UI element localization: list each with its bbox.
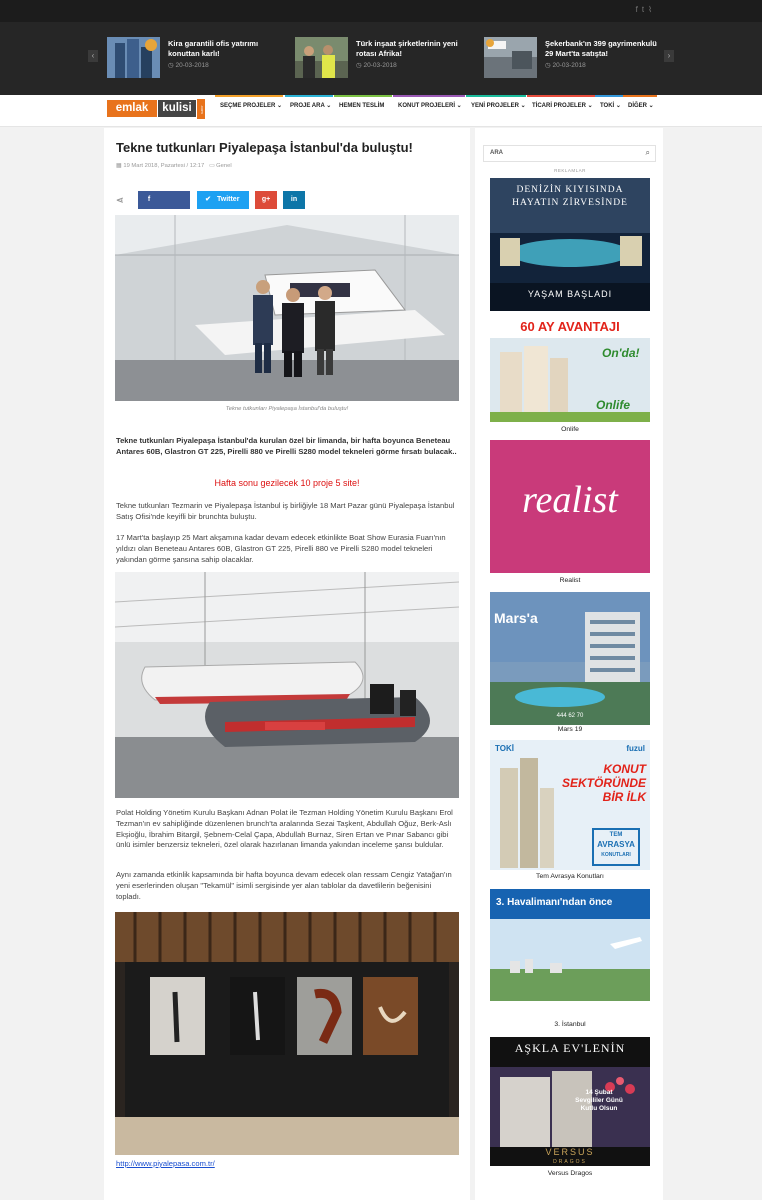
social-icons xyxy=(636,5,656,14)
article-lead: Tekne tutkunları Piyalepaşa İstanbul'da kurulan özel bir limanda, bir hafta boyunca Beneteau Antares 60B, Glastron GT 225, Pirelli 880 ve Pirelli S280 model tekneleri görme fırsatı bulacak.. xyxy=(116,436,457,456)
clock-icon: ◷ xyxy=(545,62,553,69)
source-link[interactable]: http://www.piyalepasa.com.tr/ xyxy=(116,1159,215,1168)
top-bar xyxy=(0,0,762,22)
ad-caption[interactable]: 3. İstanbul xyxy=(554,1021,586,1028)
article-title: Tekne tutkunları Piyalepaşa İstanbul'da buluştu! xyxy=(116,140,413,155)
clock-icon: ◷ xyxy=(356,62,364,69)
ad-banner-mars[interactable] xyxy=(490,592,650,725)
ad-headline: Mars'a xyxy=(494,610,538,626)
nav-item[interactable]: TİCARİ PROJELER ⌄ xyxy=(527,95,595,127)
ticker-date: ◷ 20-03-2018 xyxy=(545,62,586,69)
nav-item[interactable]: DİĞER ⌄ xyxy=(623,95,657,127)
article-photo-boat-guests xyxy=(115,215,459,401)
nav-item[interactable]: SEÇME PROJELER ⌄ xyxy=(215,95,283,127)
ad-banner-tem-avrasya[interactable] xyxy=(490,740,650,870)
chevron-down-icon: ⌄ xyxy=(275,103,283,109)
ad-headline: 60 AY AVANTAJI xyxy=(490,314,650,338)
nav-color-bar xyxy=(595,95,623,97)
ad-brand: AVRASYA xyxy=(597,840,635,849)
chevron-down-icon: ⌄ xyxy=(647,103,654,109)
ticker-thumbnail[interactable] xyxy=(107,37,160,78)
article-meta xyxy=(116,162,232,169)
ad-text: 14 Şubat xyxy=(585,1089,613,1096)
site-logo[interactable] xyxy=(107,99,205,121)
article-category[interactable]: Genel xyxy=(216,163,232,169)
ad-banner-versus[interactable] xyxy=(490,1037,650,1166)
ticker-title[interactable]: Türk inşaat şirketlerinin yeni rotası Afrika! xyxy=(356,39,458,58)
article-photo-inflatable-boats xyxy=(115,572,459,798)
logo-emlak-text: emlak xyxy=(107,100,157,117)
twitter-share-button[interactable]: ✔ Twitter xyxy=(197,191,249,209)
ad-caption[interactable]: Realist xyxy=(559,577,581,584)
article-paragraph: Tekne tutkunları Tezmarin ve Piyalepaşa İstanbul iş birliğiyle 18 Mart Pazar günü Piyalepaşa İstanbul Satış Ofisi'nde keyifli bir brunchta buluştu. xyxy=(116,501,455,521)
share-icon: ⋖ xyxy=(116,195,124,205)
nav-color-bar xyxy=(393,95,465,97)
ad-banner-3-istanbul[interactable] xyxy=(490,889,650,1018)
ad-headline: YAŞAM BAŞLADI xyxy=(527,289,613,299)
twitter-icon[interactable]: t xyxy=(641,5,649,14)
ad-headline: HAYATIN ZİRVESİNDE xyxy=(512,198,628,208)
article-paragraph: 17 Mart'ta başlayıp 25 Mart akşamına kadar devam edecek etkinlikte Boat Show Eurasia Fuarı'nın yıldızı olan Beneteau Antares 60B, Glastron GT 225, Pirelli 880 ve Pirelli S280 model tekneleri yakından görme şansına sahip olacaklar. xyxy=(116,533,446,564)
ad-caption[interactable]: Versus Dragos xyxy=(547,1170,593,1177)
article-photo-paintings-exhibition xyxy=(115,912,459,1155)
ticker-prev-button[interactable]: ‹ xyxy=(88,50,98,62)
ticker-next-button[interactable]: › xyxy=(664,50,674,62)
chevron-down-icon: ⌄ xyxy=(586,103,593,109)
ad-caption[interactable]: Tem Avrasya Konutları xyxy=(536,873,604,880)
nav-color-bar xyxy=(215,95,283,97)
nav-item[interactable]: TOKİ ⌄ xyxy=(595,95,623,127)
promo-link[interactable]: Hafta sonu gezilecek 10 proje 5 site! xyxy=(214,478,360,488)
ad-caption[interactable]: Mars 19 xyxy=(557,726,583,733)
search-placeholder: ARA xyxy=(490,150,503,156)
ad-headline: AŞKLA EV'LENİN xyxy=(514,1041,626,1055)
chevron-down-icon: ⌄ xyxy=(455,103,462,109)
ad-banner-realist[interactable] xyxy=(490,440,650,573)
chevron-down-icon: ⌄ xyxy=(324,103,332,109)
nav-item[interactable]: PROJE ARA ⌄ xyxy=(285,95,333,127)
ad-banner-onlife[interactable] xyxy=(490,314,650,422)
ad-headline: realist xyxy=(522,479,618,521)
facebook-share-button[interactable] xyxy=(138,191,190,209)
ticker-thumbnail[interactable] xyxy=(484,37,537,78)
article-paragraph: Polat Holding Yönetim Kurulu Başkanı Adnan Polat ile Tezman Holding Yönetim Kurulu Başkanı Erol Tezman'ın ev sahipliğinde düzenlenen brunch'ta aralarında Sezai Taşkent, Abdullah Oğuz, Berk-Aslı Ekşioğlu, İbrahim Bitargil, Şebnem-Celal Çapa, Abdullah Burnaz, Siren Ertan ve Pınar Sabancı gibi ünlü isimler benzersiz tekneleri, özel olarak hazırlanan limanda yakından inceleme şansı buldular. xyxy=(116,808,453,850)
nav-item[interactable]: HEMEN TESLİM xyxy=(334,95,392,127)
ticker-date: ◷ 20-03-2018 xyxy=(168,62,209,69)
ad-banner-sea[interactable] xyxy=(490,178,650,311)
ad-headline: DENİZİN KIYISINDA xyxy=(516,185,624,195)
facebook-icon: f xyxy=(147,196,151,203)
nav-item[interactable]: YENİ PROJELER ⌄ xyxy=(466,95,526,127)
article-paragraph: Aynı zamanda etkinlik kapsamında bir hafta boyunca devam edecek olan ressam Cengiz Yatağan'ın yeni eserlerinden oluşan "Tekamül" isimli sergisinde yer alan tablolar da davetlilerin beğenisini topladı. xyxy=(116,870,452,901)
search-input[interactable] xyxy=(483,145,656,162)
share-bar xyxy=(116,191,464,209)
search-icon[interactable]: ⌕ xyxy=(645,148,650,157)
ad-text: Kutlu Olsun xyxy=(580,1105,618,1112)
ticker-item[interactable] xyxy=(484,37,662,78)
ticker-item[interactable] xyxy=(107,37,285,78)
ticker-title[interactable]: Şekerbank'ın 399 gayrimenkulü 29 Mart'ta satışta! xyxy=(545,39,657,58)
folder-icon: ▭ xyxy=(209,163,217,169)
nav-color-bar xyxy=(466,95,526,97)
calendar-icon: ▦ xyxy=(116,163,124,169)
ad-brand: VERSUS xyxy=(545,1147,595,1157)
nav-color-bar xyxy=(623,95,657,97)
clock-icon: ◷ xyxy=(168,62,176,69)
ticker-date: ◷ 20-03-2018 xyxy=(356,62,397,69)
photo-caption: Tekne tutkunları Piyalepaşa İstanbul'da buluştu! xyxy=(225,406,349,412)
twitter-icon: ✔ xyxy=(205,196,211,203)
facebook-icon[interactable]: f xyxy=(635,5,642,14)
ad-brand: DRAGOS xyxy=(553,1159,587,1165)
linkedin-share-button[interactable]: in xyxy=(283,191,305,209)
chevron-down-icon: ⌄ xyxy=(519,103,526,109)
ad-caption[interactable]: Onlife xyxy=(561,426,579,433)
ticker-item[interactable] xyxy=(295,37,473,78)
nav-item[interactable]: KONUT PROJELERİ ⌄ xyxy=(393,95,465,127)
ad-brand: TEM xyxy=(609,832,623,838)
logo-com-text: .com xyxy=(197,99,205,119)
ad-brand: KONUTLARI xyxy=(601,852,631,858)
ad-brand: TOKİ xyxy=(495,744,514,753)
ad-headline: On'da! xyxy=(602,346,640,360)
ads-label: REKLAMLAR xyxy=(554,168,586,173)
ad-brand: Onlife xyxy=(596,398,631,412)
ad-phone: 444 62 70 xyxy=(556,713,584,719)
ticker-title[interactable]: Kira garantili ofis yatırımı konuttan karlı! xyxy=(168,39,259,58)
chevron-down-icon: ⌄ xyxy=(614,103,621,109)
ad-text: Sevgililer Günü xyxy=(575,1097,623,1104)
ad-headline: BİR İLK xyxy=(602,790,646,804)
logo-kulisi-text: kulisi xyxy=(158,100,196,117)
ad-brand: fuzul xyxy=(626,744,645,753)
ad-headline: SEKTÖRÜNDE xyxy=(561,776,646,790)
nav-color-bar xyxy=(285,95,333,97)
rss-icon[interactable]: ⌇ xyxy=(648,5,656,14)
ad-headline: 3. Havalimanı'ndan önce xyxy=(496,897,613,908)
nav-color-bar xyxy=(334,95,392,97)
ad-headline: KONUT xyxy=(603,762,646,776)
ticker-thumbnail[interactable] xyxy=(295,37,348,78)
nav-color-bar xyxy=(527,95,595,97)
article-date: 19 Mart 2018, Pazartesi / 12:17 xyxy=(123,163,205,169)
google-plus-share-button[interactable]: g+ xyxy=(255,191,277,209)
